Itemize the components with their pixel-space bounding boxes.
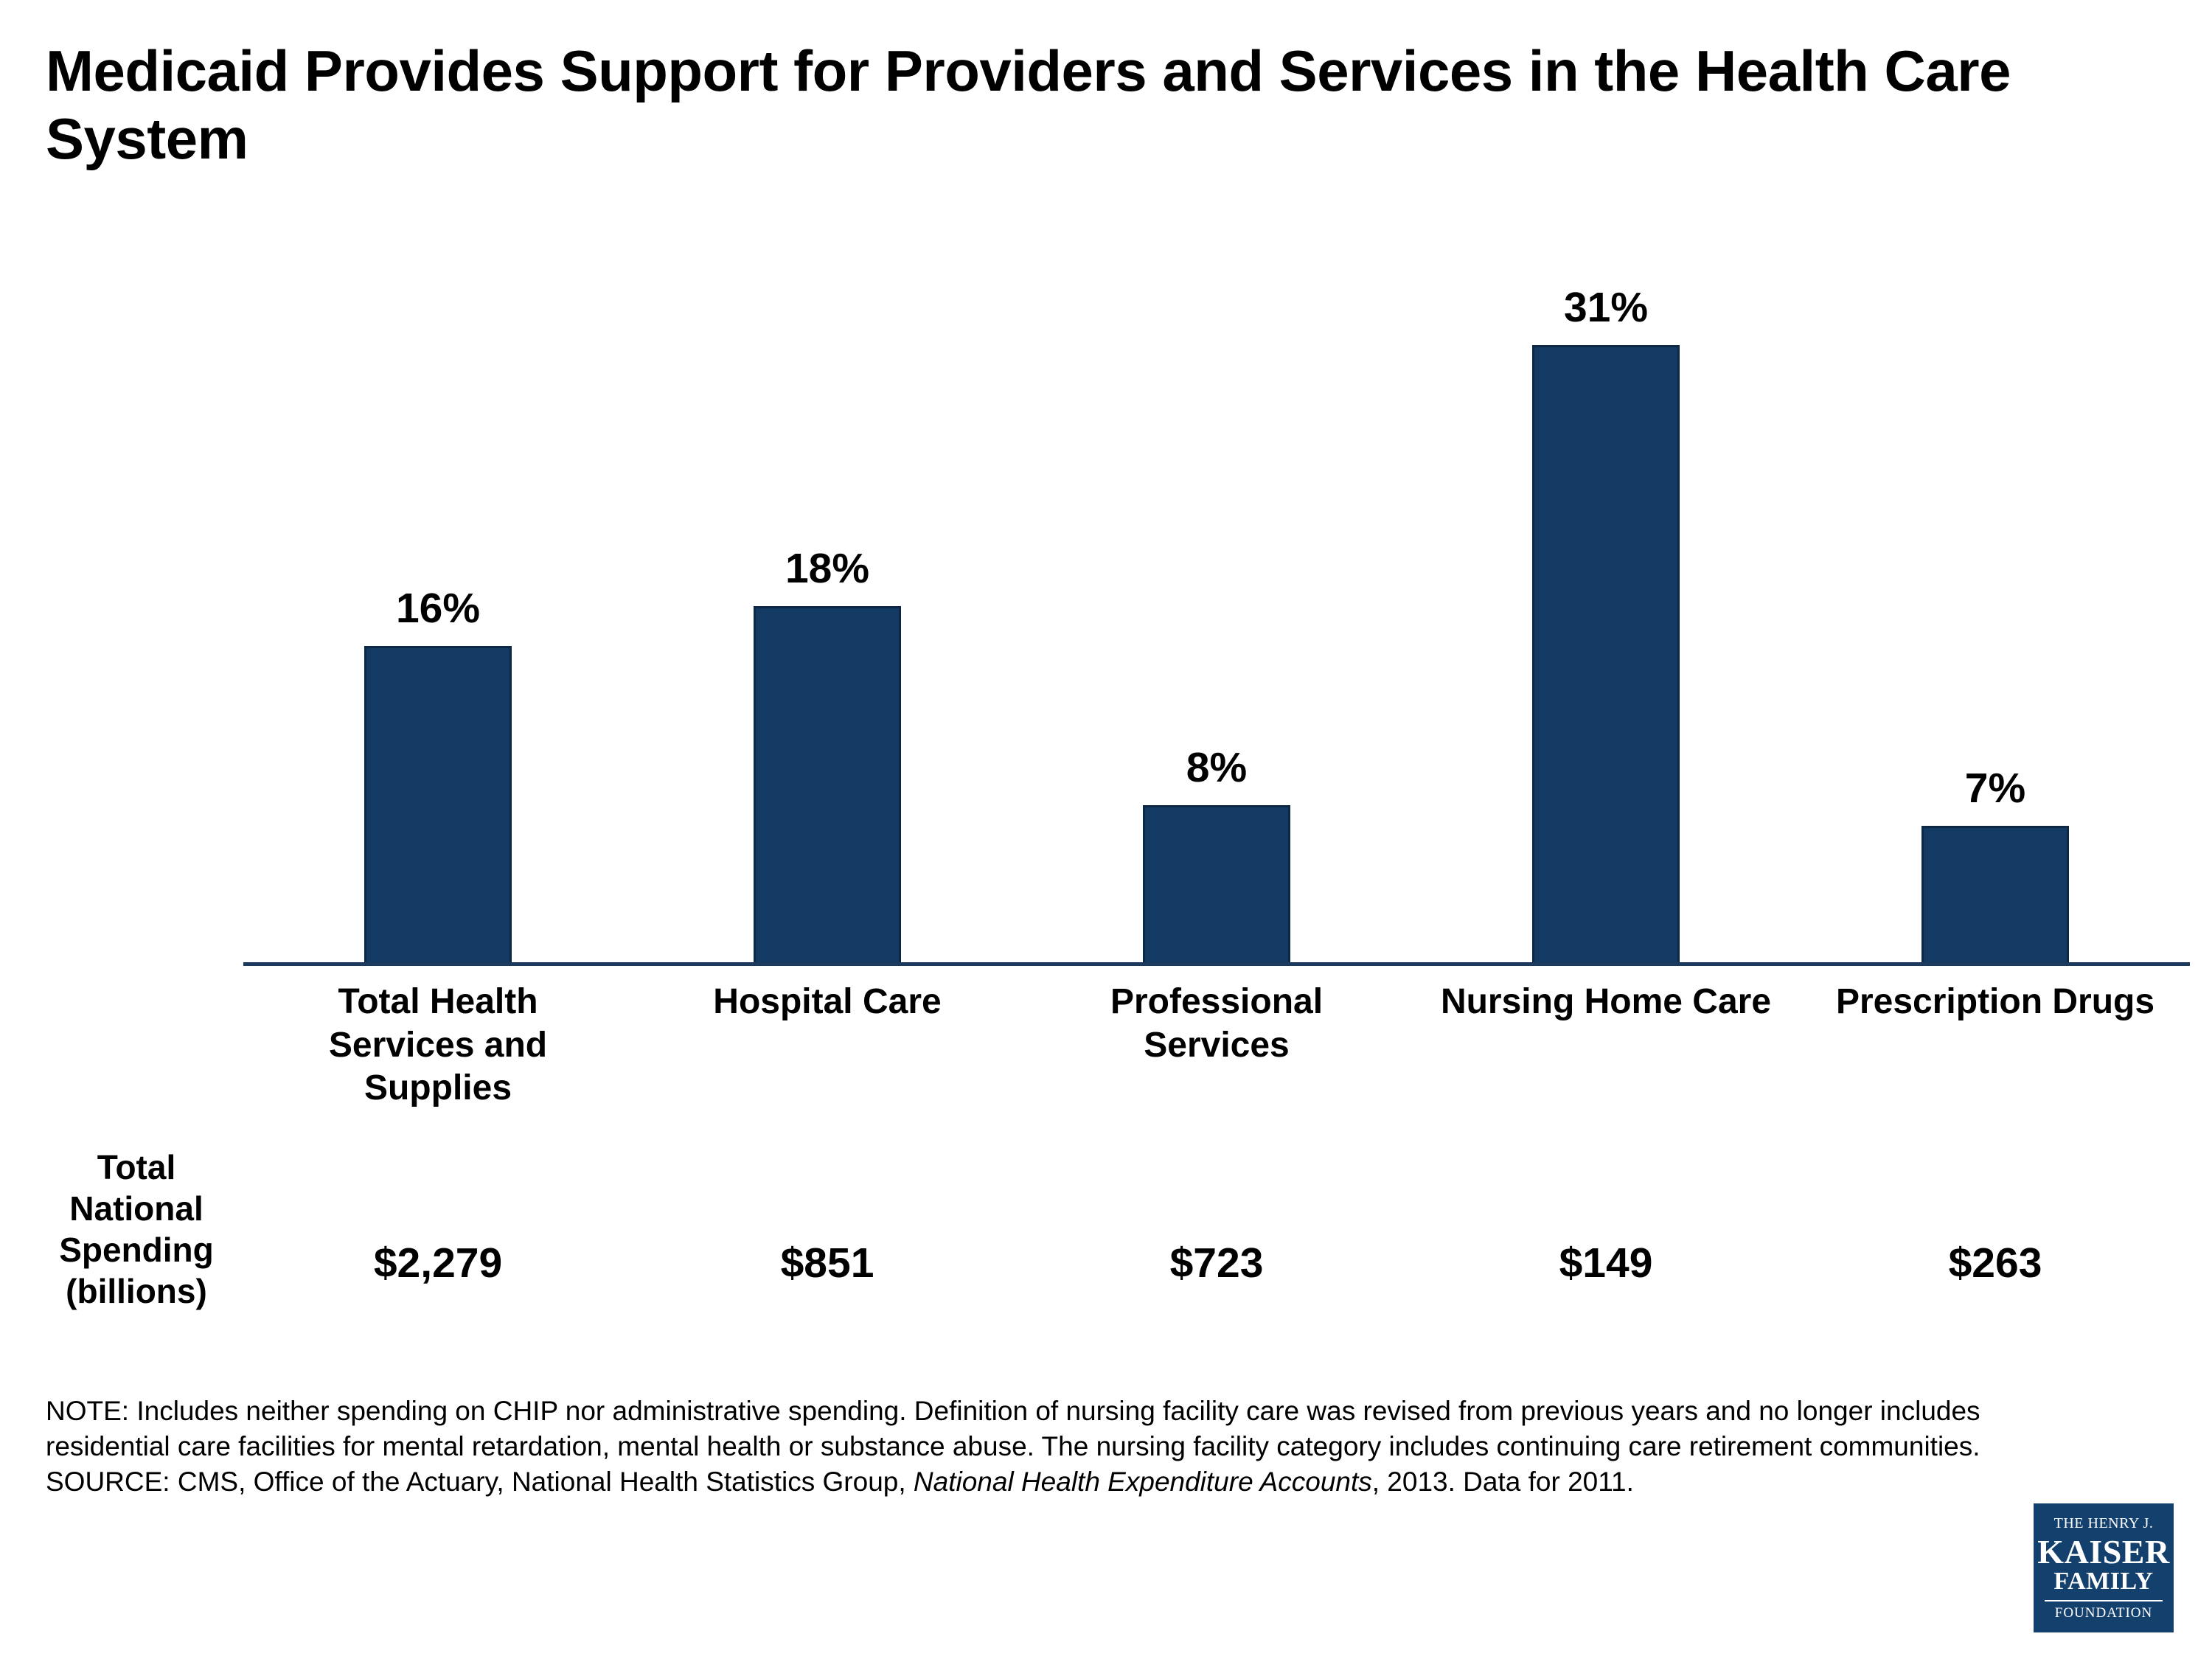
total-value-professional-services: $723 <box>1169 1239 1264 1287</box>
bar-column <box>262 265 613 966</box>
category-label-nursing-home-care: Nursing Home Care <box>1440 982 1772 1021</box>
source-publication-title: National Health Expenditure Accounts <box>913 1467 1372 1498</box>
bar-chart <box>243 265 2190 966</box>
total-value-nursing-home-care: $149 <box>1559 1239 1653 1287</box>
bar-column <box>1820 265 2170 966</box>
category-label-hospital-care: Hospital Care <box>713 982 942 1021</box>
total-national-spending-values <box>243 1239 2190 1287</box>
bar-nursing-home-care <box>1532 345 1680 966</box>
x-axis-line <box>243 962 2190 966</box>
category-label-professional-services: Professional Services <box>1110 982 1324 1065</box>
total-value-hospital-care: $851 <box>780 1239 874 1287</box>
bar-column <box>1041 265 1391 966</box>
bar-prescription-drugs <box>1921 826 2069 966</box>
source-text <box>46 1464 2037 1500</box>
bar-column <box>1430 265 1781 966</box>
logo-line-1: THE HENRY J. <box>2053 1515 2154 1531</box>
source-prefix: SOURCE: CMS, Office of the Actuary, National Health Statistics Group, <box>46 1467 914 1498</box>
bar-value-label: 7% <box>1964 765 2026 812</box>
total-value-prescription-drugs: $263 <box>1948 1239 2042 1287</box>
bar-value-label: 16% <box>395 584 481 632</box>
footnotes <box>46 1394 2037 1500</box>
category-label-prescription-drugs: Prescription Drugs <box>1835 982 2155 1021</box>
bar-value-label: 31% <box>1563 284 1649 332</box>
row-label-line-2: National <box>69 1189 204 1228</box>
row-label-line-1: Total <box>97 1148 176 1186</box>
category-label-total-health-services-and-supplies: Total Health Services and Supplies <box>328 982 548 1108</box>
logo-line-2: KAISER <box>2037 1533 2170 1571</box>
total-value-total-health-services-and-supplies: $2,279 <box>373 1239 503 1287</box>
bar-total-health-services-and-supplies <box>364 646 512 966</box>
logo-line-3: FAMILY <box>2053 1568 2154 1595</box>
total-national-spending-row-label <box>29 1147 243 1312</box>
bar-column <box>652 265 1002 966</box>
bar-value-label: 18% <box>785 544 870 592</box>
source-suffix: , 2013. Data for 2011. <box>1371 1467 1634 1498</box>
bar-hospital-care <box>754 606 901 966</box>
page-title: Medicaid Provides Support for Providers and Services in the Health Care System <box>46 38 2011 172</box>
chart-plot-area <box>243 265 2190 966</box>
logo-line-4: FOUNDATION <box>2045 1600 2163 1620</box>
note-text: NOTE: Includes neither spending on CHIP nor administrative spending. Definition of nursing facility care was revised from previous years and no longer includes residential care facilities for mental retardation, mental health or substance abuse. The nursing facility category includes continuing care retirement communities. <box>46 1396 1980 1462</box>
bar-value-label: 8% <box>1186 744 1248 792</box>
row-label-line-3: Spending <box>59 1231 214 1270</box>
kaiser-family-foundation-logo <box>2034 1503 2174 1632</box>
row-label-line-4: (billions) <box>66 1272 207 1311</box>
category-labels <box>243 981 2190 1150</box>
bar-professional-services <box>1143 805 1290 966</box>
